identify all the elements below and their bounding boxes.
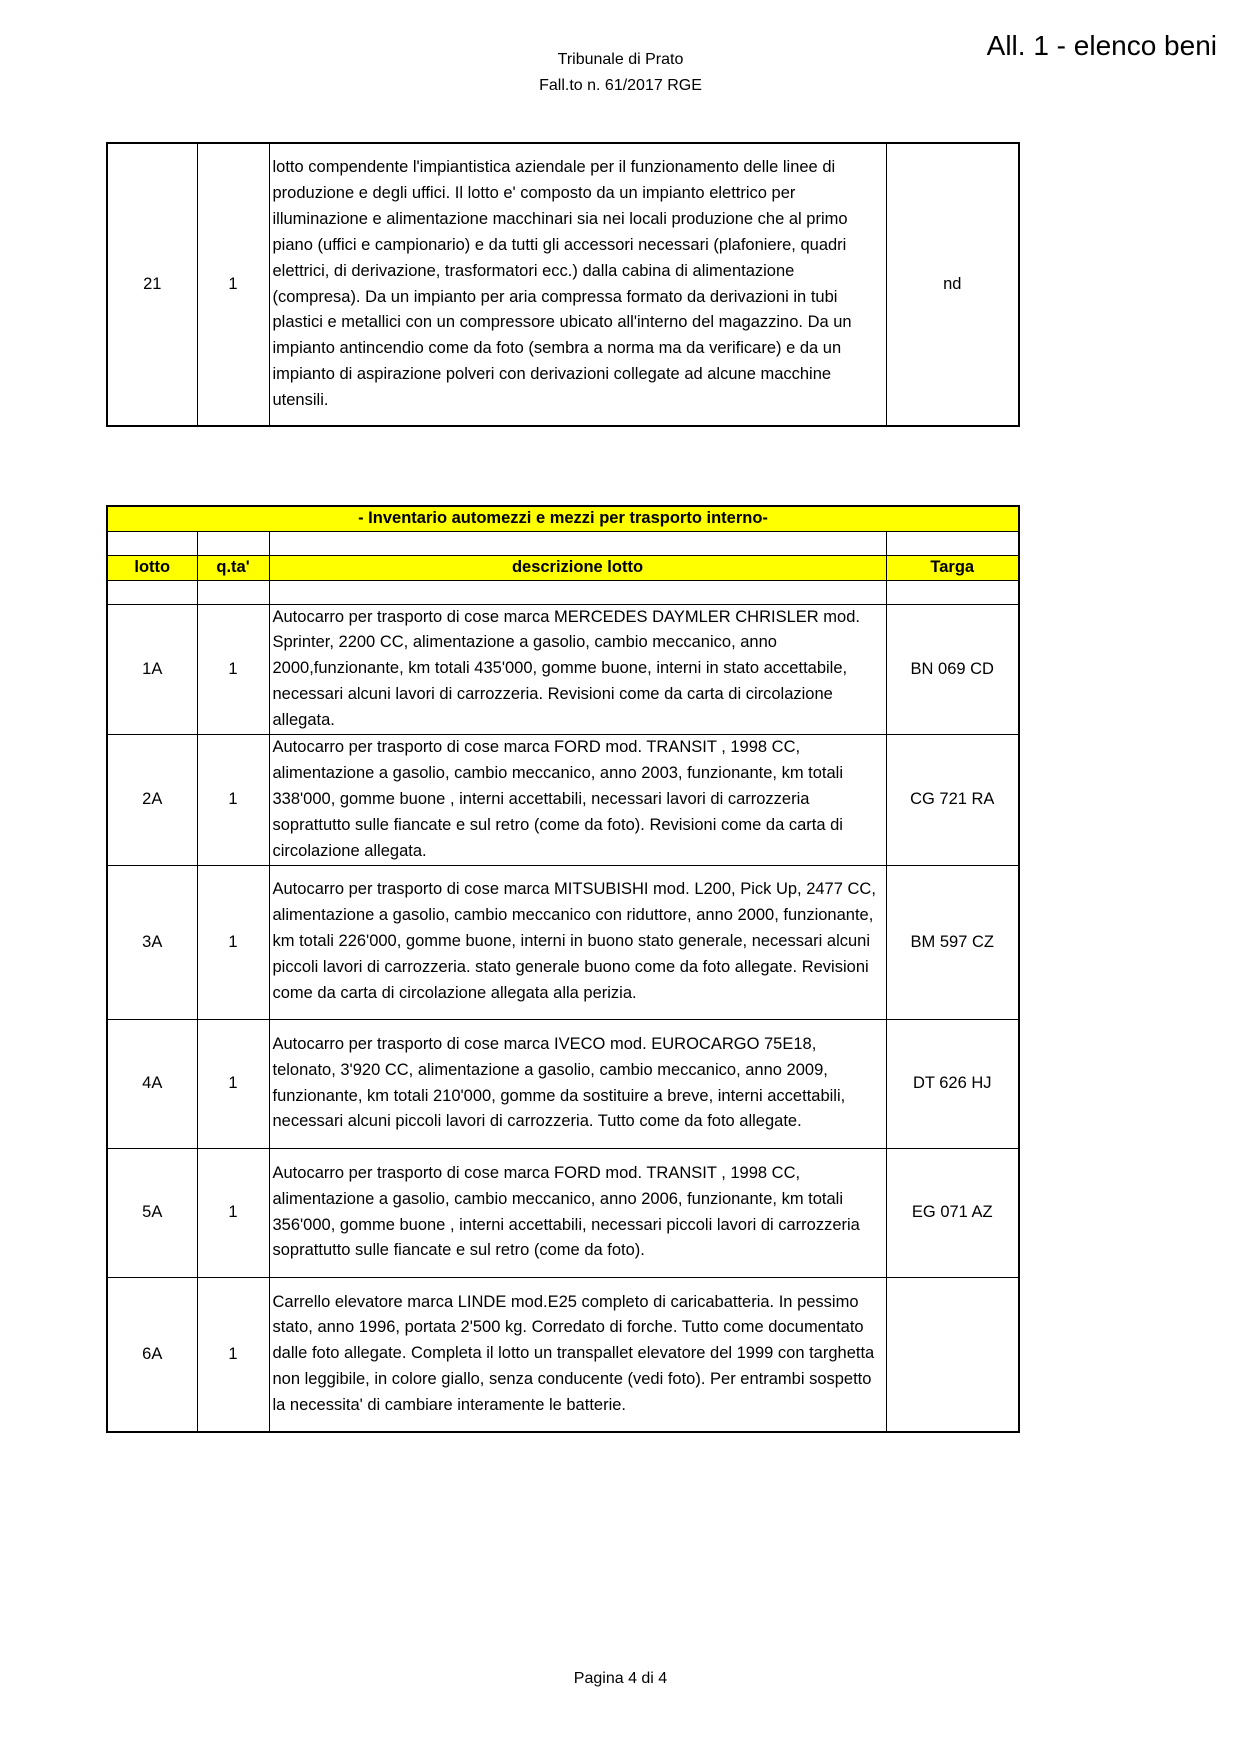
table-row [107, 143, 1019, 426]
plate-cell: BN 069 CD [886, 604, 1019, 735]
description-cell: Autocarro per trasporto di cose marca FORD mod. TRANSIT , 1998 CC, alimentazione a gasolio, cambio meccanico, anno 2006, funzionante, km totali 356'000, gomme buone , interni accettabili, necessari piccoli lavori di carrozzeria soprattutto sulle fiancate e sul retro (come da foto). [269, 1148, 886, 1277]
vehicles-inventory-table [106, 505, 1020, 1433]
plate-cell: BM 597 CZ [886, 865, 1019, 1019]
lotto-cell: 4A [107, 1019, 197, 1148]
description-cell: Carrello elevatore marca LINDE mod.E25 completo di caricabatteria. In pessimo stato, anno 1996, portata 2'500 kg. Corredato di forche. Tutto come documentato dalle foto allegate. Completa il lotto un transpallet elevatore del 1999 con targhetta non leggibile, in colore giallo, senza conducente (vedi foto). Per entrambi sospetto la necessita' di cambiare interamente le batterie. [269, 1277, 886, 1432]
description-cell: Autocarro per trasporto di cose marca MERCEDES DAYMLER CHRISLER mod. Sprinter, 2200 CC, alimentazione a gasolio, cambio meccanico, anno 2000,funzionante, km totali 435'000, gomme buone, interni in stato accettabile, necessari alcuni lavori di carrozzeria. Revisioni come da carta di circolazione allegata. [269, 604, 886, 735]
column-header-qta: q.ta' [197, 555, 269, 580]
attachment-label: All. 1 - elenco beni [986, 30, 1217, 61]
plate-cell [886, 1277, 1019, 1432]
description-cell: lotto compendente l'impiantistica aziendale per il funzionamento delle linee di produzione e degli uffici. Il lotto e' composto da un impianto elettrico per illuminazione e alimentazione macchinari sia nei locali produzione che al primo piano (uffici e campionario) e da tutti gli accessori necessari (plafoniere, quadri elettrici, di derivazione, trasformatori ecc.) dalla cabina di alimentazione (compresa). Da un impianto per aria compressa formato da derivazioni in tubi plastici e metallici con un compressore ubicato all'interno del magazzino. Da un impianto antincendio come da foto (sembra a norma ma da verificare) e da un impianto di aspirazione polveri con derivazioni collegate ad alcune macchine utensili. [269, 143, 886, 426]
column-header-lotto: lotto [107, 555, 197, 580]
description-cell: Autocarro per trasporto di cose marca IVECO mod. EUROCARGO 75E18, telonato, 3'920 CC, alimentazione a gasolio, cambio meccanico, anno 2009, funzionante, km totali 210'000, gomme da sostituire a breve, interni accettabili, necessari alcuni piccoli lavori di carrozzeria. Tutto come da foto allegate. [269, 1019, 886, 1148]
description-cell: Autocarro per trasporto di cose marca FORD mod. TRANSIT , 1998 CC, alimentazione a gasolio, cambio meccanico, anno 2003, funzionante, km totali 338'000, gomme buone , interni accettabili, necessari lavori di carrozzeria soprattutto sulle fiancate e sul retro (come da foto). Revisioni come da carta di circolazione allegata. [269, 735, 886, 866]
plate-cell: CG 721 RA [886, 735, 1019, 866]
value-cell: nd [886, 143, 1019, 426]
plate-cell: DT 626 HJ [886, 1019, 1019, 1148]
table-row [107, 1019, 1019, 1148]
spacer-row [107, 531, 1019, 555]
table-row [107, 1277, 1019, 1432]
spacer-row [107, 580, 1019, 604]
section-title-row [107, 506, 1019, 531]
column-header-descrizione: descrizione lotto [269, 555, 886, 580]
lotto-cell: 21 [107, 143, 197, 426]
lotto-cell: 1A [107, 604, 197, 735]
qta-cell: 1 [197, 1277, 269, 1432]
lotto-cell: 5A [107, 1148, 197, 1277]
court-name: Tribunale di Prato [557, 51, 684, 68]
description-cell: Autocarro per trasporto di cose marca MITSUBISHI mod. L200, Pick Up, 2477 CC, alimentazione a gasolio, cambio meccanico con riduttore, anno 2000, funzionante, km totali 226'000, gomme buone, interni in buono stato generale, necessari alcuni piccoli lavori di carrozzeria. stato generale buono come da foto allegate. Revisioni come da carta di circolazione allegata alla perizia. [269, 865, 886, 1019]
qta-cell: 1 [197, 735, 269, 866]
page-number: Pagina 4 di 4 [573, 1670, 668, 1687]
plate-cell: EG 071 AZ [886, 1148, 1019, 1277]
lotto-cell: 6A [107, 1277, 197, 1432]
lotto-cell: 2A [107, 735, 197, 866]
qta-cell: 1 [197, 865, 269, 1019]
case-number: Fall.to n. 61/2017 RGE [539, 77, 702, 94]
qta-cell: 1 [197, 1019, 269, 1148]
table-row [107, 1148, 1019, 1277]
column-header-row [107, 555, 1019, 580]
section-title: - Inventario automezzi e mezzi per trasporto interno- [107, 506, 1019, 531]
table-row [107, 865, 1019, 1019]
table-row [107, 735, 1019, 866]
qta-cell: 1 [197, 1148, 269, 1277]
qta-cell: 1 [197, 143, 269, 426]
lotto-cell: 3A [107, 865, 197, 1019]
lotto-21-table [106, 142, 1020, 427]
qta-cell: 1 [197, 604, 269, 735]
column-header-targa: Targa [886, 555, 1019, 580]
table-row [107, 604, 1019, 735]
